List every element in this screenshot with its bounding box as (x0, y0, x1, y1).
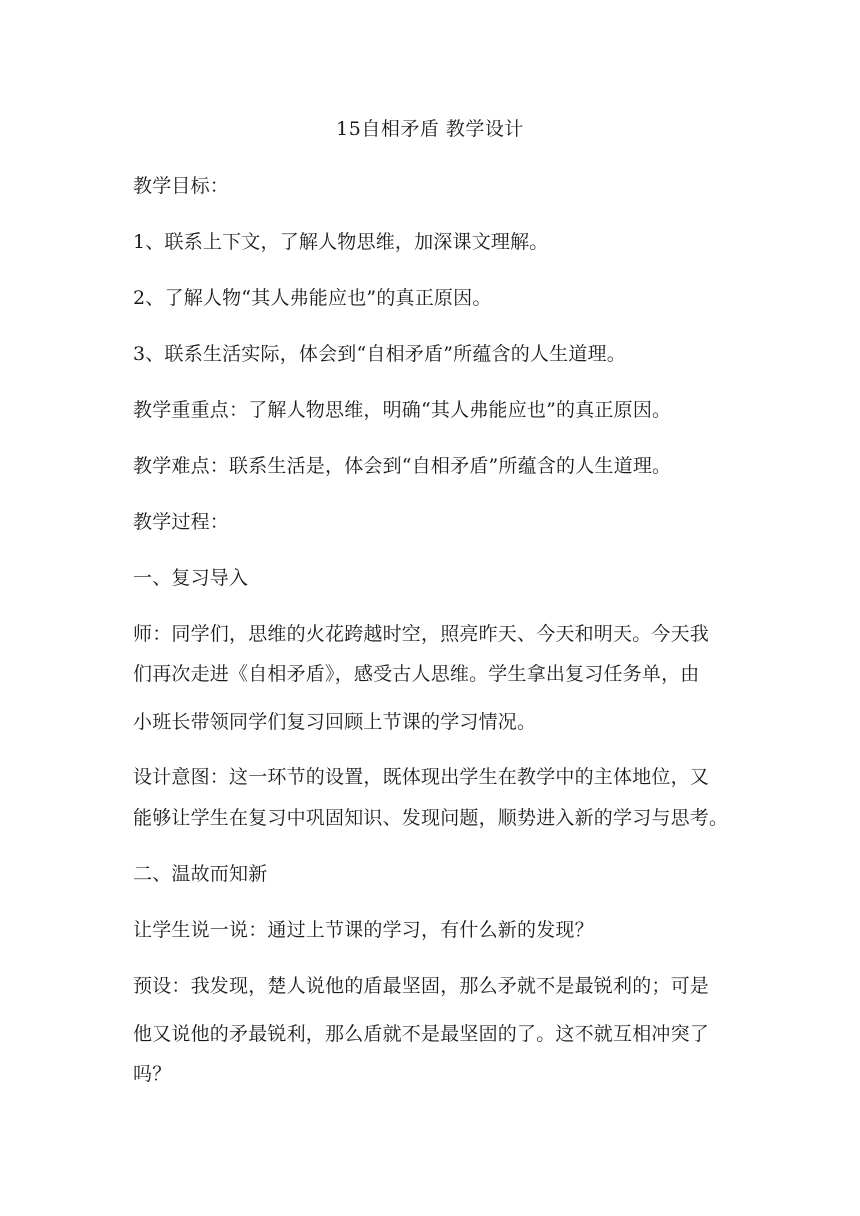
paragraph-line: 设计意图：这一环节的设置，既体现出学生在教学中的主体地位，又 (133, 766, 710, 788)
difficult-points: 教学难点：联系生活是，体会到“自相矛盾”所蕴含的人生道理。 (133, 455, 672, 477)
goal-item-1: 1、联系上下文，了解人物思维，加深课文理解。 (133, 231, 549, 253)
paragraph-line: 吗？ (133, 1063, 172, 1085)
paragraph-line: 预设：我发现，楚人说他的盾最坚固，那么矛就不是最锐利的；可是 (133, 975, 710, 997)
goal-item-3: 3、联系生活实际，体会到“自相矛盾”所蕴含的人生道理。 (133, 343, 626, 365)
paragraph-line: 他又说他的矛最锐利，那么盾就不是最坚固的了。这不就互相冲突了 (133, 1023, 710, 1045)
goal-item-2: 2、了解人物“其人弗能应也”的真正原因。 (133, 287, 492, 309)
paragraph-line: 小班长带领同学们复习回顾上节课的学习情况。 (133, 711, 537, 733)
section-heading-review-new: 二、温故而知新 (133, 863, 268, 885)
key-points: 教学重重点：了解人物思维，明确“其人弗能应也”的真正原因。 (133, 399, 672, 421)
paragraph-line: 师：同学们，思维的火花跨越时空，照亮昨天、今天和明天。今天我 (133, 623, 710, 645)
document-title: 15自相矛盾 教学设计 (336, 118, 524, 140)
paragraph-line: 让学生说一说：通过上节课的学习，有什么新的发现？ (133, 919, 594, 941)
paragraph-line: 能够让学生在复习中巩固知识、发现问题，顺势进入新的学习与思考。 (133, 807, 729, 829)
heading-teaching-goals: 教学目标： (133, 175, 230, 197)
section-heading-review: 一、复习导入 (133, 567, 249, 589)
heading-teaching-process: 教学过程： (133, 511, 230, 533)
paragraph-line: 们再次走进《自相矛盾》，感受古人思维。学生拿出复习任务单，由 (133, 663, 700, 685)
